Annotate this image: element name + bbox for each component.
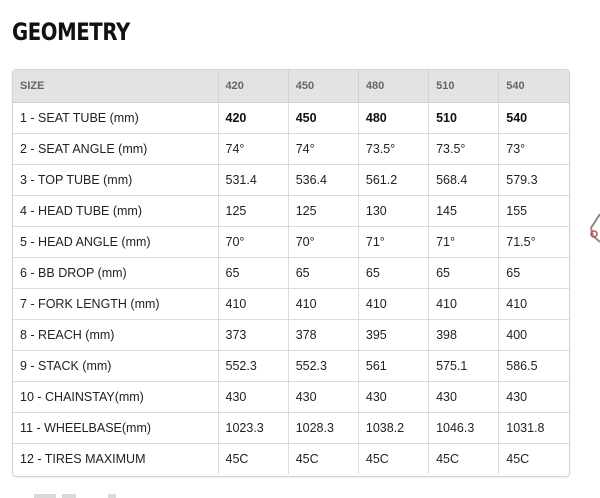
cell-size-450: 552.3: [288, 350, 358, 381]
cell-size-480: 430: [358, 381, 428, 412]
cell-size-420: 373: [218, 319, 288, 350]
cell-size-510: 65: [429, 257, 499, 288]
cell-size-420: 70°: [218, 226, 288, 257]
cell-size-510: 73.5°: [429, 133, 499, 164]
cell-size-510: 398: [429, 319, 499, 350]
row-label: 4 - HEAD TUBE (mm): [13, 195, 218, 226]
header-size: SIZE: [13, 70, 218, 102]
cell-size-540: 579.3: [499, 164, 569, 195]
table-row: [13, 133, 569, 164]
cell-size-480: 65: [358, 257, 428, 288]
cell-size-540: 71.5°: [499, 226, 569, 257]
cell-size-420: 552.3: [218, 350, 288, 381]
row-label: 12 - TIRES MAXIMUM: [13, 443, 218, 474]
cell-size-540: 45C: [499, 443, 569, 474]
row-label: 7 - FORK LENGTH (mm): [13, 288, 218, 319]
table-row: [13, 226, 569, 257]
table-row: [13, 319, 569, 350]
cell-size-510: 145: [429, 195, 499, 226]
table-header-row: [13, 70, 569, 102]
cell-size-510: 1046.3: [429, 412, 499, 443]
cell-size-510: 430: [429, 381, 499, 412]
cell-size-510: 410: [429, 288, 499, 319]
cell-size-480: 71°: [358, 226, 428, 257]
header-size-450: 450: [288, 70, 358, 102]
cell-size-510: 568.4: [429, 164, 499, 195]
cell-size-450: 74°: [288, 133, 358, 164]
cell-size-420: 410: [218, 288, 288, 319]
cell-size-420: 74°: [218, 133, 288, 164]
cell-size-540: 430: [499, 381, 569, 412]
row-label: 2 - SEAT ANGLE (mm): [13, 133, 218, 164]
cell-size-420: 531.4: [218, 164, 288, 195]
cell-size-450: 430: [288, 381, 358, 412]
table-row: [13, 381, 569, 412]
table-row: [13, 164, 569, 195]
cell-size-450: 45C: [288, 443, 358, 474]
cell-size-540: 1031.8: [499, 412, 569, 443]
cell-size-510: 45C: [429, 443, 499, 474]
cell-size-540: 65: [499, 257, 569, 288]
table-row: [13, 412, 569, 443]
table-row: [13, 195, 569, 226]
row-label: 6 - BB DROP (mm): [13, 257, 218, 288]
row-label: 3 - TOP TUBE (mm): [13, 164, 218, 195]
cell-size-450: 450: [288, 102, 358, 133]
row-label: 11 - WHEELBASE(mm): [13, 412, 218, 443]
bike-image-edge: [588, 212, 600, 246]
cell-size-510: 510: [429, 102, 499, 133]
row-label: 10 - CHAINSTAY(mm): [13, 381, 218, 412]
table-row: [13, 288, 569, 319]
table-row: [13, 443, 569, 474]
cell-size-420: 45C: [218, 443, 288, 474]
row-label: 1 - SEAT TUBE (mm): [13, 102, 218, 133]
cell-size-510: 71°: [429, 226, 499, 257]
cell-size-450: 378: [288, 319, 358, 350]
cell-size-420: 65: [218, 257, 288, 288]
cell-size-420: 1023.3: [218, 412, 288, 443]
cell-size-450: 70°: [288, 226, 358, 257]
header-size-480: 480: [358, 70, 428, 102]
cell-size-540: 73°: [499, 133, 569, 164]
table-row: [13, 102, 569, 133]
cell-size-420: 125: [218, 195, 288, 226]
cell-size-510: 575.1: [429, 350, 499, 381]
cell-size-450: 536.4: [288, 164, 358, 195]
page-title: GEOMETRY: [12, 18, 130, 46]
cell-size-480: 130: [358, 195, 428, 226]
table-body: [13, 102, 569, 474]
cell-size-450: 1028.3: [288, 412, 358, 443]
cell-size-480: 561.2: [358, 164, 428, 195]
cell-size-540: 586.5: [499, 350, 569, 381]
cell-size-540: 400: [499, 319, 569, 350]
cell-size-540: 155: [499, 195, 569, 226]
cell-size-420: 420: [218, 102, 288, 133]
geometry-table-container: [12, 69, 570, 477]
cell-size-450: 410: [288, 288, 358, 319]
row-label: 5 - HEAD ANGLE (mm): [13, 226, 218, 257]
cell-size-480: 561: [358, 350, 428, 381]
cell-size-480: 45C: [358, 443, 428, 474]
header-size-510: 510: [429, 70, 499, 102]
cell-size-480: 73.5°: [358, 133, 428, 164]
geometry-table: [13, 70, 569, 474]
header-size-420: 420: [218, 70, 288, 102]
cell-size-480: 1038.2: [358, 412, 428, 443]
cell-size-540: 410: [499, 288, 569, 319]
table-row: [13, 350, 569, 381]
header-size-540: 540: [499, 70, 569, 102]
table-row: [13, 257, 569, 288]
cell-size-420: 430: [218, 381, 288, 412]
cell-size-450: 125: [288, 195, 358, 226]
cell-size-480: 395: [358, 319, 428, 350]
cell-size-450: 65: [288, 257, 358, 288]
cell-size-480: 410: [358, 288, 428, 319]
cell-size-540: 540: [499, 102, 569, 133]
row-label: 8 - REACH (mm): [13, 319, 218, 350]
row-label: 9 - STACK (mm): [13, 350, 218, 381]
cell-size-480: 480: [358, 102, 428, 133]
